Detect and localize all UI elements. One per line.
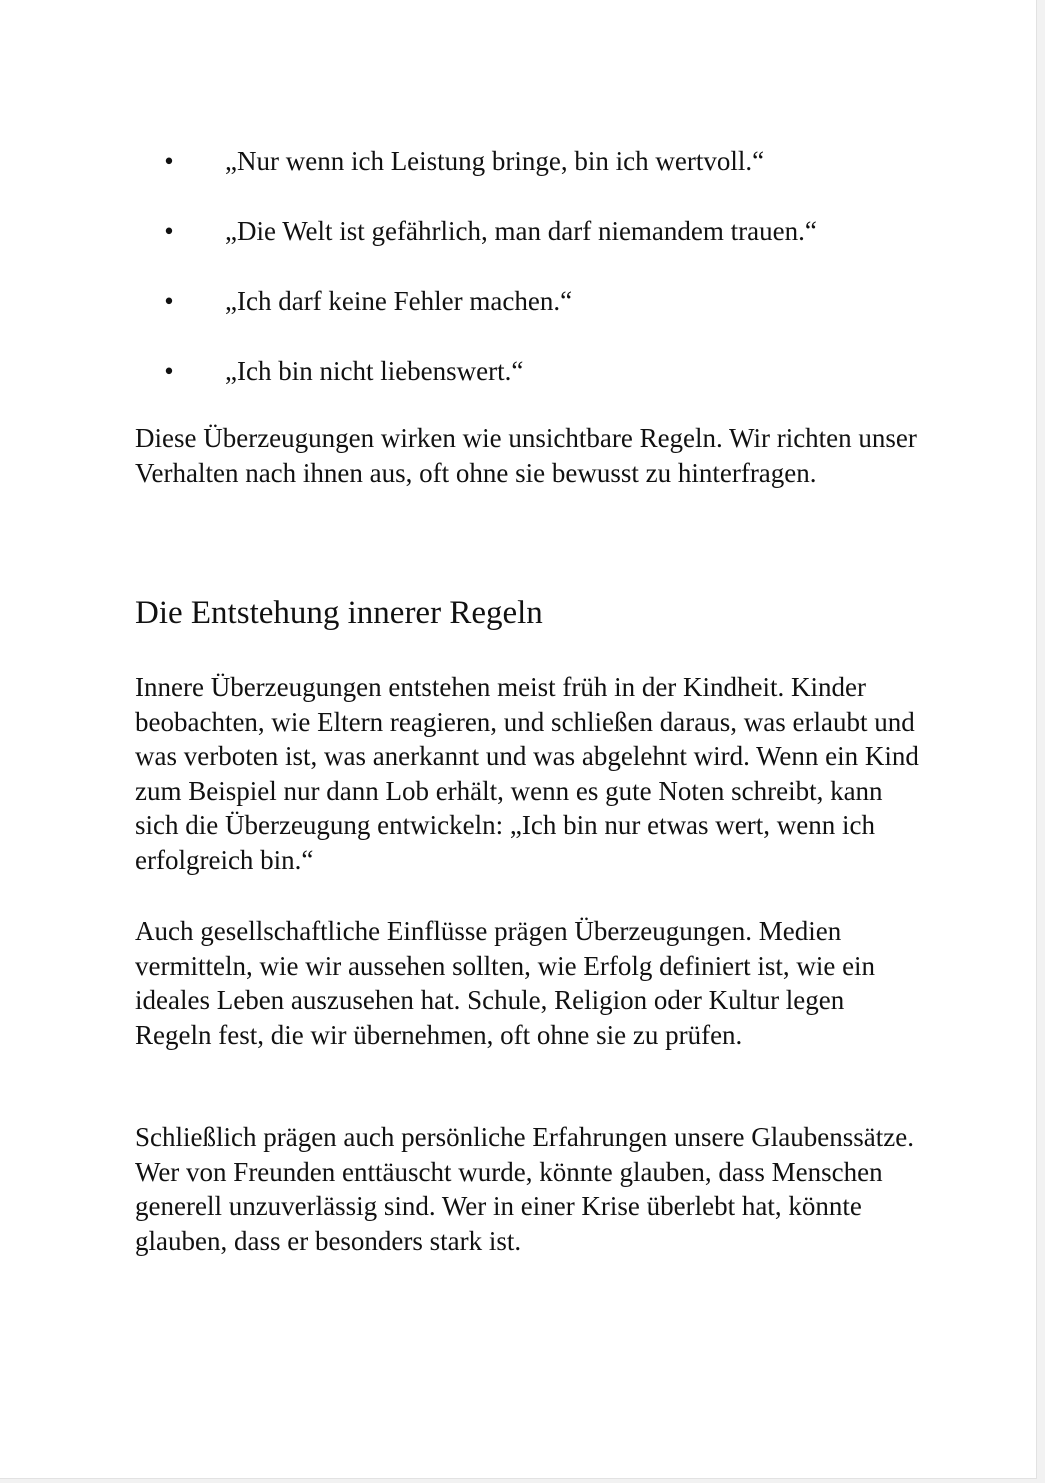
bullet-text: „Ich darf keine Fehler machen.“ [225,286,573,316]
body-paragraph-childhood: Innere Überzeugungen entstehen meist früh in der Kindheit. Kinder beobachten, wie Eltern reagieren, und schließen daraus, was erlaubt und was verboten ist, was anerkannt und was abgelehnt wird. Wenn ein Kind zum Beispiel nur dann Lob erhält, wenn es gute Noten schreibt, kann sich die Überzeugung entwickeln: „Ich bin nur etwas wert, wenn ich erfolgreich bin.“ [135,672,919,875]
bullet-text: „Die Welt ist gefährlich, man darf niemandem trauen.“ [225,216,817,246]
bullet-dot-icon: • [164,286,174,316]
body-paragraph-society: Auch gesellschaftliche Einflüsse prägen Überzeugungen. Medien vermitteln, wie wir aussehen sollten, wie Erfolg definiert ist, wie ein ideales Leben auszusehen hat. Schule, Religion oder Kultur legen Regeln fest, die wir übernehmen, oft ohne sie zu prüfen. [135,916,876,1050]
bullet-dot-icon: • [164,146,174,176]
list-item [0,139,1036,209]
bullet-dot-icon: • [164,216,174,246]
bullet-text: „Ich bin nicht liebenswert.“ [225,356,524,386]
list-item [0,349,1036,419]
bullet-dot-icon: • [164,356,174,386]
bullet-list [0,139,1036,419]
intro-paragraph: Diese Überzeugungen wirken wie unsichtbare Regeln. Wir richten unser Verhalten nach ihnen aus, oft ohne sie bewusst zu hinterfragen. [135,423,917,488]
list-item [0,279,1036,349]
list-item [0,209,1036,279]
bullet-text: „Nur wenn ich Leistung bringe, bin ich wertvoll.“ [225,146,765,176]
body-paragraph-experiences: Schließlich prägen auch persönliche Erfahrungen unsere Glaubenssätze. Wer von Freunden enttäuscht wurde, könnte glauben, dass Menschen generell unzuverlässig sind. Wer in einer Krise überlebt hat, könnte glauben, dass er besonders stark ist. [135,1122,914,1256]
section-heading: Die Entstehung innerer Regeln [135,595,543,631]
